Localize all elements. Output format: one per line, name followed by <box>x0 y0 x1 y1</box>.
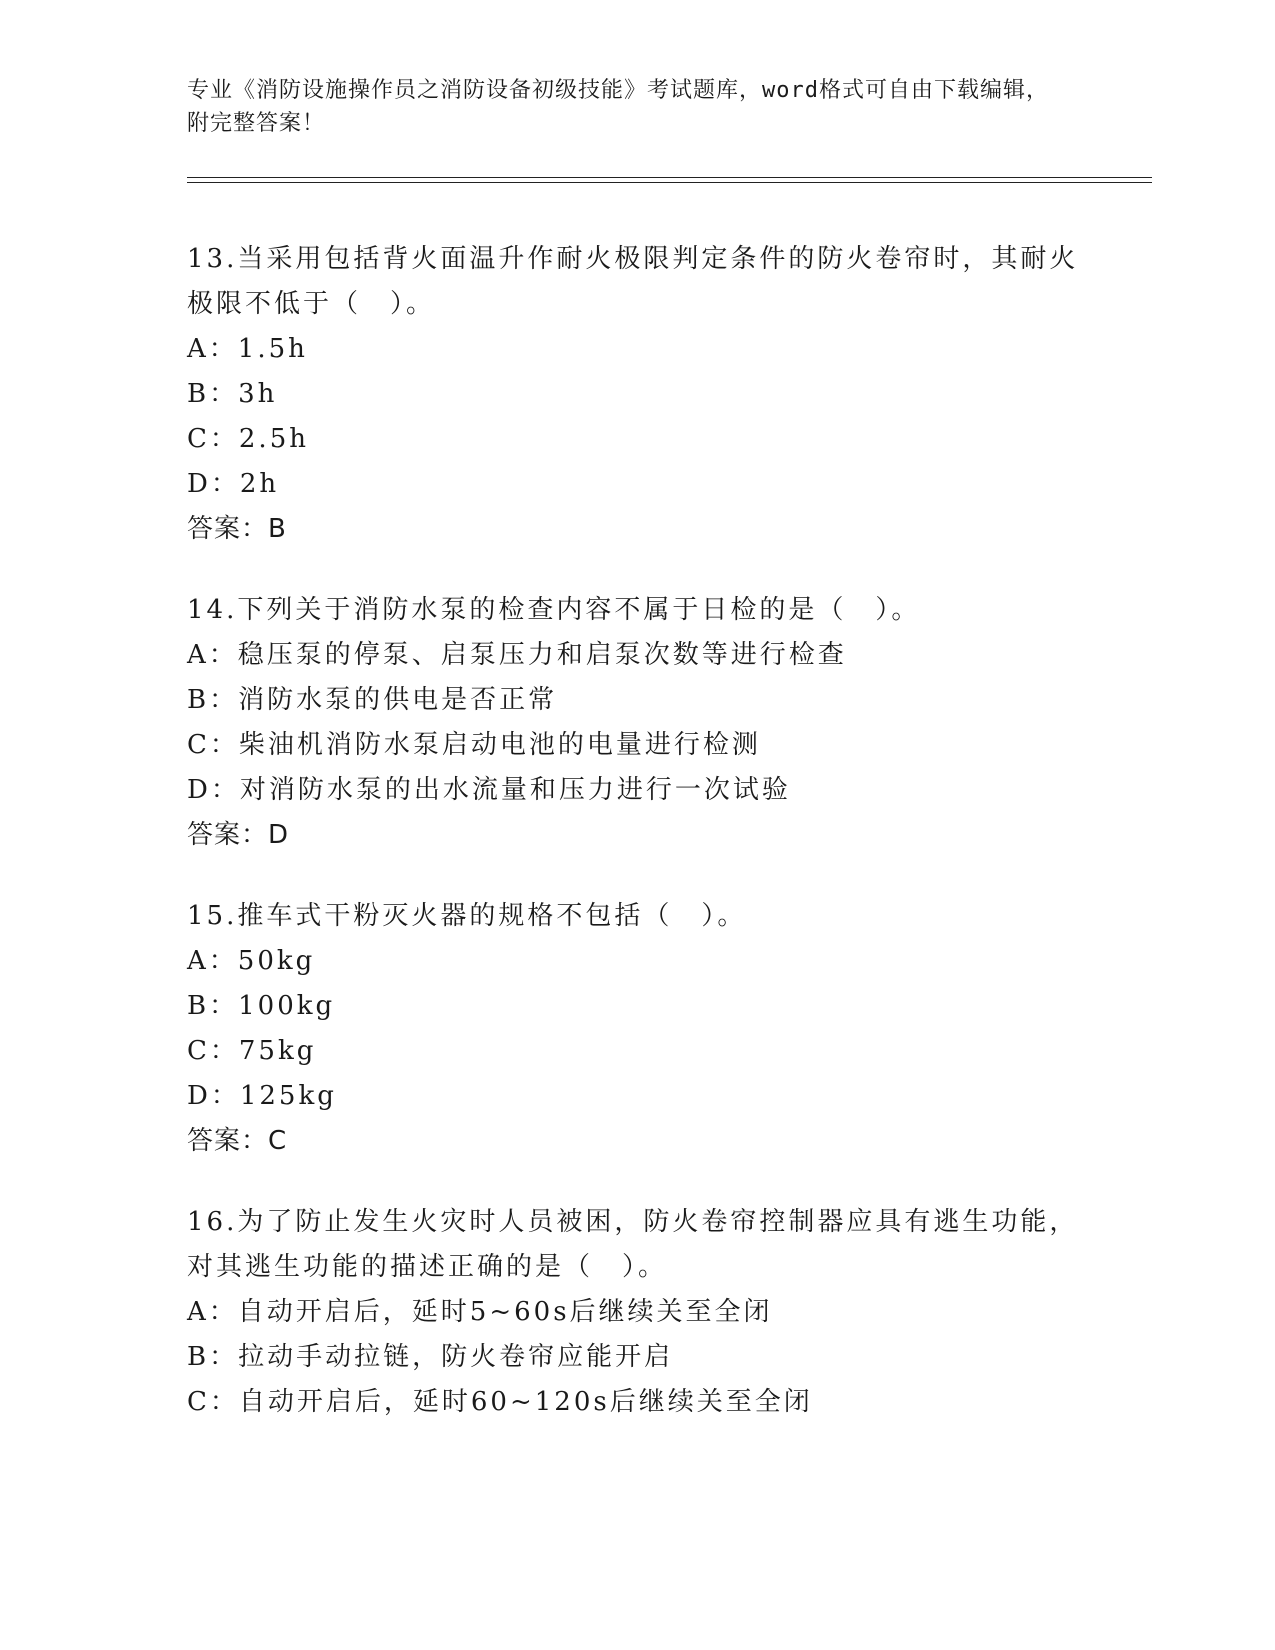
option-c: C：自动开启后，延时60~120s后继续关至全闭 <box>187 1387 813 1417</box>
question-14 <box>187 588 1087 858</box>
option-a: A：1.5h <box>187 334 308 364</box>
question-list <box>187 237 1087 1461</box>
answer: 答案：B <box>187 514 287 544</box>
option-b: B：拉动手动拉链，防火卷帘应能开启 <box>187 1342 674 1372</box>
option-a: A：50kg <box>187 946 316 976</box>
option-d: D：125kg <box>187 1081 337 1111</box>
question-15 <box>187 894 1087 1164</box>
header-divider-bottom <box>187 182 1152 183</box>
option-c: C：2.5h <box>187 424 309 454</box>
question-stem: 16.为了防止发生火灾时人员被困，防火卷帘控制器应具有逃生功能，对其逃生功能的描述正确的是（ ）。 <box>187 1207 1079 1282</box>
option-b: B：消防水泵的供电是否正常 <box>187 685 558 715</box>
option-b: B：100kg <box>187 991 336 1021</box>
question-13 <box>187 237 1087 552</box>
option-c: C：75kg <box>187 1036 317 1066</box>
question-stem: 15.推车式干粉灭火器的规格不包括（ ）。 <box>187 901 747 931</box>
question-stem: 13.当采用包括背火面温升作耐火极限判定条件的防火卷帘时，其耐火极限不低于（ ）。 <box>187 244 1079 319</box>
question-16 <box>187 1200 1087 1425</box>
header-divider-top <box>187 177 1152 178</box>
answer: 答案：C <box>187 1126 288 1156</box>
option-d: D：2h <box>187 469 280 499</box>
option-c: C：柴油机消防水泵启动电池的电量进行检测 <box>187 730 761 760</box>
option-d: D：对消防水泵的出水流量和压力进行一次试验 <box>187 775 791 805</box>
option-b: B：3h <box>187 379 278 409</box>
option-a: A：自动开启后，延时5~60s后继续关至全闭 <box>187 1297 773 1327</box>
answer: 答案：D <box>187 820 290 850</box>
option-a: A：稳压泵的停泵、启泵压力和启泵次数等进行检查 <box>187 640 847 670</box>
page-header: 专业《消防设施操作员之消防设备初级技能》考试题库，word格式可自由下载编辑，附完整答案！ <box>187 78 1049 136</box>
question-stem: 14.下列关于消防水泵的检查内容不属于日检的是（ ）。 <box>187 595 921 625</box>
